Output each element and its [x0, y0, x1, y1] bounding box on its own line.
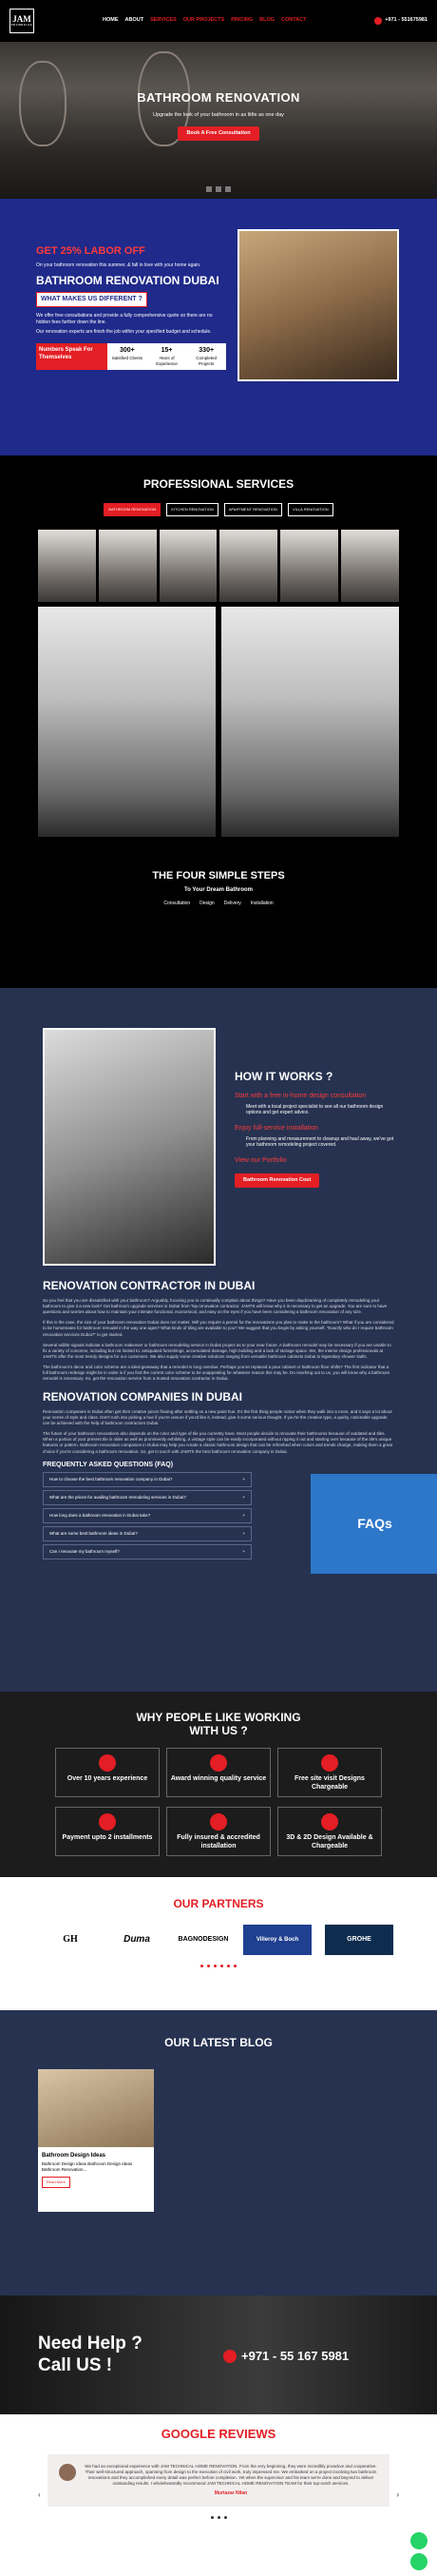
partner-logo-villeroy: Villeroy & Boch — [243, 1925, 312, 1955]
nav-home[interactable]: HOME — [103, 17, 119, 24]
renovation-cost-button[interactable]: Bathroom Renovation Cost — [235, 1173, 319, 1188]
stat-clients — [107, 343, 147, 370]
logo-subtext: TECHNICAL — [10, 23, 33, 27]
partner-logo-duma: Duma — [124, 1934, 150, 1946]
stat-label: Years of Experience — [156, 355, 178, 366]
partner-logo-bagnodesign: BAGNODESIGN — [178, 1936, 229, 1944]
intro-paragraph: Our renovation experts are finish the job within your specified budget and schedule. — [36, 329, 212, 336]
help-title: Need Help ? Call US ! — [38, 2334, 142, 2375]
nav-pricing[interactable]: PRICING — [231, 17, 254, 24]
why-card — [55, 1807, 160, 1856]
partner-logo-grohe: GROHE — [325, 1925, 393, 1955]
payment-icon — [99, 1813, 116, 1830]
insured-icon — [210, 1813, 227, 1830]
article-paragraph: The bathroom's decor and color scheme are a ideal giveaway that a remodel is long overdue. Perhaps you've replaced a pour cabinet or bathroom floor shifts? The first indicator that a full bathroom redesign might be in order is if you find the current color scheme to be unappealing for whatever reason this may be. Do reaching out to us, you will know why a bathroom remodel is necessary. So, get the renovation service from a trusted renovation contractor in Dubai. — [43, 1364, 390, 1381]
why-card-label: Award winning quality service — [170, 1774, 267, 1782]
faq-item[interactable] — [43, 1526, 252, 1541]
gallery-thumbnails — [38, 530, 399, 602]
slider-dot[interactable] — [216, 186, 221, 192]
faq-item[interactable] — [43, 1544, 252, 1559]
how-step-title: Start with a free in-home design consultation — [235, 1093, 367, 1100]
reviewer-name: Murtazar Nilan — [214, 2489, 248, 2496]
article-paragraph: So you feel that you are dissatisfied with your bathroom? Arguably, focusing you to continually complain about things? Have you been daydreaming of completely remodeling your bathroom to give it a new look? Get bathroom upgrade services in Dubai from Top renovation contractor. JAMTS will know why it is necessary to get an upgrade. You are sure to have questions and worries about how to maintain your intimate functional, economical, and easy on the eyes if you have been considering a bathroom renovation of any size. — [43, 1298, 388, 1315]
phone-icon — [223, 2350, 237, 2363]
nav-blog[interactable]: BLOG — [259, 17, 275, 24]
article-paragraph: Renovation companies in Dubai often get their creative juices flowing after settling on a new paint hue. It's the first thing people notice when they walk into a room, and it says a lot about your sense of style and class. Don't rush into picking a hue if you're unsure if you'd like it, instead, give it some serious thought. If you're the creative type, a quirky, noticeable upgrade can be achieved with the help of bathroom contractors Dubai. — [43, 1409, 392, 1426]
slider-dot[interactable] — [206, 186, 212, 192]
slider-dot[interactable] — [214, 1965, 217, 1967]
step-delivery: Delivery — [223, 900, 241, 906]
slider-dot[interactable] — [225, 186, 231, 192]
nav-services[interactable]: SERVICES — [150, 17, 177, 24]
stat-number: 330+ — [199, 347, 215, 355]
tab-apartment[interactable]: APARTMENT RENOVATION — [224, 503, 282, 515]
why-grid — [0, 1748, 437, 1856]
why-card-label: 3D & 2D Design Available & Chargeable — [286, 1833, 373, 1850]
why-card-label: Free site visit Designs Chargeable — [294, 1774, 365, 1792]
header-phone-number: +971 - 551675981 — [385, 17, 428, 24]
faq-illustration — [311, 1474, 437, 1574]
why-card — [277, 1807, 382, 1856]
services-section — [0, 455, 437, 988]
intro-title: BATHROOM RENOVATION DUBAI — [36, 273, 219, 287]
why-us-section — [0, 1692, 437, 1877]
intro-paragraph: We offer free consultations and provide a fully comprehensive quote so there are no hidden fees further down the line. — [36, 312, 213, 325]
tab-kitchen[interactable]: KITCHEN RENOVATION — [166, 503, 218, 515]
review-text: We had an exceptional experience with JAM TECHNICAL HOME RENOVATION. From the very beginning, they were incredibly proactive and cooperative. Their well-structured approach, spanning from design to the execution of civil work, truly impressed me. We embarked on a project involving two bathroom renovations and they accomplished every detail was perfect before completion. Yet when the supervisor and his team we're done and beyond to deliver outstanding results. I wholeheartedly recommend JAM TECHNICAL HOME RENOVATION TEAM for their top-notch services. — [85, 2463, 377, 2486]
faq-question: How long does a bathroom renovation in Dubai take? — [49, 1513, 151, 1519]
why-card-label: Over 10 years experience — [66, 1774, 148, 1782]
help-phone[interactable] — [223, 2348, 349, 2365]
plus-icon: + — [242, 1549, 245, 1555]
header-phone[interactable] — [374, 17, 428, 25]
different-badge: WHAT MAKES US DIFFERENT ? — [36, 292, 147, 306]
article-heading: RENOVATION CONTRACTOR IN DUBAI — [43, 1279, 256, 1292]
steps-subtitle: To Your Dream Bathroom — [183, 887, 253, 894]
step-design: Design — [200, 900, 215, 906]
faq-title: FREQUENTLY ASKED QUESTIONS (FAQ) — [43, 1461, 174, 1468]
partner-logo-gh: GH — [63, 1934, 78, 1946]
article-paragraph: The future of your bathroom renovations also depends on the color and type of tile you currently have. Most people decide to renovate their bathrooms because of outdated and tiles. When a portion of your present tile is older as well as prominently exhibiting, a vintage style can be easily incorporated without ripping it out and starting over because of the tile's unique features or pattern. Bathroom renovation companies in Dubai may help you create a classic bathroom design that can be refreshed when colors and trends change, making them a great choice if you're considering a bathroom renovation. So, get in touch with JAMTS the best bathroom renovation company in Dubai. — [43, 1431, 392, 1454]
book-consultation-button[interactable]: Book A Free Consultation — [178, 126, 258, 141]
plus-icon: + — [242, 1477, 245, 1482]
stats-label: Numbers Speak For Themselves — [36, 343, 107, 370]
stat-years — [147, 343, 187, 370]
gallery-thumb[interactable] — [280, 530, 338, 602]
slider-dot[interactable] — [218, 2516, 220, 2519]
nav-about[interactable]: ABOUT — [124, 17, 144, 24]
tab-bathroom[interactable]: BATHROOM RENOVATION — [104, 503, 161, 515]
slider-dot[interactable] — [207, 1965, 210, 1967]
steps-title: THE FOUR SIMPLE STEPS — [152, 869, 285, 881]
faq-question: Can I renovate my bathroom myself? — [49, 1549, 120, 1555]
services-tabs — [0, 503, 437, 515]
award-icon — [210, 1754, 227, 1772]
stat-projects — [186, 343, 226, 370]
slider-dot[interactable] — [224, 2516, 227, 2519]
tab-villa[interactable]: VILLA RENOVATION — [288, 503, 333, 515]
article-heading: RENOVATION COMPANIES IN DUBAI — [43, 1389, 243, 1404]
article-paragraph: If this is the case, the size of your bathroom renovation Dubai does not matter. Will you require a permit for the renovations you plan to make to the bathroom? What if you are considered to be homemates for bathroom remodel in the way one ages? What kinds of tiling are available to you? We suggest that you begin by asking yourself, "Exactly who do I require bathroom renovation services Dubai?" to get started. — [43, 1320, 394, 1337]
slider-dot[interactable] — [227, 1965, 230, 1967]
blog-image — [38, 2069, 154, 2147]
how-step-text: Meet with a local project specialist to see all our bathroom design options and get expert advice. — [246, 1103, 384, 1116]
help-section — [0, 2295, 437, 2414]
stat-number: 15+ — [161, 347, 173, 355]
gallery-thumb[interactable] — [160, 530, 218, 602]
stat-label: Satisfied Clients — [111, 355, 142, 360]
faq-item[interactable] — [43, 1508, 252, 1523]
reviews-title: GOOGLE REVIEWS — [161, 2427, 276, 2441]
services-title: PROFESSIONAL SERVICES — [142, 477, 294, 491]
site-visit-icon — [321, 1754, 338, 1772]
partners-title: OUR PARTNERS — [173, 1897, 264, 1910]
partner-logos — [0, 1925, 437, 1955]
faq-item[interactable] — [43, 1490, 252, 1505]
gallery-thumb[interactable] — [99, 530, 157, 602]
gallery-thumb[interactable] — [38, 530, 96, 602]
why-card — [166, 1807, 271, 1856]
why-card — [277, 1748, 382, 1797]
slider-dot[interactable] — [220, 1965, 223, 1967]
whatsapp-icon[interactable] — [410, 2532, 428, 2549]
partners-slider-dots — [0, 1963, 437, 1970]
nav-contact[interactable]: CONTACT — [281, 17, 307, 24]
steps-list — [0, 901, 437, 907]
stats-bar — [36, 343, 226, 370]
why-card-label: Payment upto 2 installments — [62, 1833, 153, 1841]
reviews-slider-dots — [0, 2514, 437, 2522]
stat-number: 300+ — [119, 347, 135, 355]
phone-icon — [374, 17, 382, 25]
offer-heading: GET 25% LABOR OFF — [36, 245, 145, 257]
how-title: HOW IT WORKS ? — [235, 1070, 333, 1083]
plus-icon: + — [242, 1513, 245, 1519]
faq-question: How to choose the best bathroom renovation company in Dubai? — [49, 1477, 173, 1482]
intro-section — [0, 199, 437, 455]
gallery-image[interactable] — [38, 607, 216, 837]
hero-section — [0, 42, 437, 199]
how-it-works-section — [0, 988, 437, 1692]
faq-question: What are some best bathroom ideas in Dubai? — [49, 1531, 138, 1537]
site-logo[interactable] — [10, 9, 34, 33]
blog-post-excerpt: Bathroom Design Ideas Bathroom Design Ideas Bathroom Renovation... — [42, 2161, 133, 2173]
why-card-label: Fully insured & accredited installation — [177, 1833, 260, 1850]
why-card — [166, 1748, 271, 1797]
logo-text: JAM — [12, 14, 31, 24]
help-phone-number: +971 - 55 167 5981 — [241, 2349, 350, 2363]
hero-title: BATHROOM RENOVATION — [137, 90, 300, 105]
hero-slider-dots — [0, 186, 437, 195]
how-bathroom-image — [43, 1028, 216, 1266]
chevron-left-icon[interactable]: ‹ — [38, 2490, 41, 2499]
blog-card[interactable] — [38, 2069, 154, 2212]
faq-illustration-text: FAQs — [357, 1515, 392, 1531]
main-nav — [103, 17, 306, 24]
review-card — [48, 2454, 390, 2507]
hero-subtitle: Upgrade the look of your bathroom in as little as one day — [153, 111, 284, 118]
blog-post-title[interactable]: Bathroom Design Ideas — [42, 2153, 106, 2159]
how-step-title: Enjoy full-service installation — [235, 1125, 318, 1133]
slider-dot[interactable] — [200, 1965, 203, 1967]
nav-projects[interactable]: OUR PROJECTS — [182, 17, 225, 24]
reviews-section — [0, 2414, 437, 2576]
gallery-thumb[interactable] — [341, 530, 399, 602]
chevron-right-icon[interactable]: › — [396, 2490, 399, 2499]
portfolio-link[interactable]: View our Portfolio — [235, 1157, 287, 1165]
step-consultation: Consultation — [163, 900, 191, 906]
why-title: WHY PEOPLE LIKE WORKING WITH US ? — [136, 1711, 301, 1738]
faq-item[interactable] — [43, 1472, 252, 1487]
experience-icon — [99, 1754, 116, 1772]
site-header — [0, 0, 437, 42]
plus-icon: + — [242, 1531, 245, 1537]
why-card — [55, 1748, 160, 1797]
offer-text: On your bathroom renovation this summer. & fall in love with your home again. — [36, 261, 201, 268]
reviewer-avatar — [59, 2464, 76, 2481]
intro-bathroom-image — [238, 229, 399, 381]
article-paragraph: Several edible signals indicate a bathroom makeover or bathroom remodeling service in Dubai project as to your near future. A bathroom remodel may be necessary if you are unable to fix a variety of concerns, including but not limited to: antiquated furnishings, accumulated damage, high building and a lack of storage space. We, the interior design professionals at JAMTS offer the most trendy designs for our customers. We also supply some creative solutions ranging from versatile bathroom cabinets Dubai to legendary shower stalls. — [43, 1342, 391, 1359]
gallery-image[interactable] — [221, 607, 399, 837]
design-icon — [321, 1813, 338, 1830]
blog-title: OUR LATEST BLOG — [164, 2036, 273, 2049]
partners-section — [0, 1877, 437, 2010]
read-more-button[interactable]: Read More — [42, 2177, 70, 2187]
faq-question: What are the prices for availing bathroom remodeling services in Dubai? — [49, 1495, 186, 1501]
slider-dot[interactable] — [234, 1965, 237, 1967]
plus-icon: + — [242, 1495, 245, 1501]
how-step-text: From planning and measurement to cleanup and haul away, we've got your bathroom remodeling project covered. — [246, 1135, 394, 1149]
chat-icon[interactable] — [410, 2553, 428, 2570]
blog-section — [0, 2010, 437, 2295]
step-installation: Installation — [250, 900, 274, 906]
stat-label: Completed Projects — [196, 355, 218, 366]
gallery-large — [38, 607, 399, 837]
gallery-thumb[interactable] — [219, 530, 277, 602]
slider-dot[interactable] — [211, 2516, 214, 2519]
